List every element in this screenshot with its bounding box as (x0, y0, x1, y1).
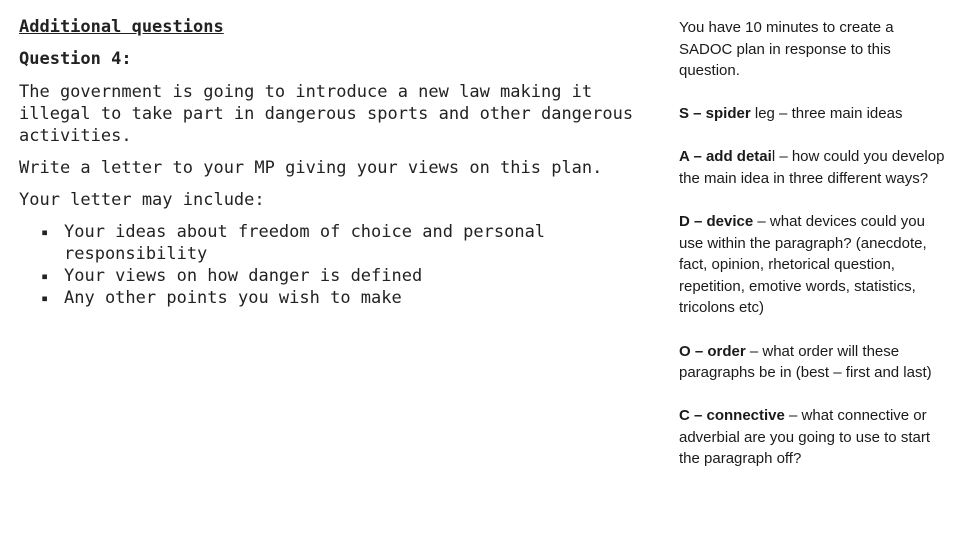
question-panel (19, 16, 659, 309)
list-item-text: Your ideas about freedom of choice and personal responsibility (64, 222, 546, 264)
plan-step-s (679, 103, 949, 125)
plan-step-key: O – order (679, 342, 746, 360)
square-bullet-icon: ▪ (41, 291, 49, 305)
plan-step-key: C – connective (679, 407, 785, 425)
square-bullet-icon: ▪ (41, 269, 49, 283)
plan-step-text: – what connective or adverbial are you going to use to start the paragraph off? (679, 407, 930, 468)
list-item-text: Your views on how danger is defined (64, 266, 423, 286)
list-item (19, 287, 659, 309)
page-title: Additional questions (19, 17, 224, 37)
sadoc-plan-panel (679, 17, 949, 492)
plan-step-key: A – add detai (679, 148, 772, 166)
plan-step-text: l – how could you develop the main idea in three different ways? (679, 148, 945, 187)
plan-step-text: leg – three main ideas (750, 105, 903, 123)
plan-step-c (679, 405, 949, 470)
plan-step-d (679, 211, 949, 319)
list-item (19, 221, 659, 265)
list-item-text: Any other points you wish to make (64, 288, 402, 308)
plan-step-text: – what order will these paragraphs be in (best – first and last) (679, 342, 932, 382)
plan-step-o (679, 341, 949, 384)
question-number: Question 4: (19, 49, 132, 69)
plan-step-key: S – spider (679, 105, 751, 123)
question-instruction: Write a letter to your MP giving your views on this plan. (19, 158, 603, 178)
plan-step-text: – what devices could you use within the paragraph? (anecdote, fact, opinion, rhetorical question, repetition, emotive words, statistics, tricolons etc) (679, 213, 927, 317)
include-list (19, 221, 659, 309)
plan-step-a (679, 146, 949, 189)
plan-step-key: D – device (679, 213, 754, 231)
plan-intro: You have 10 minutes to create a SADOC plan in response to this question. (679, 19, 894, 80)
square-bullet-icon: ▪ (41, 225, 49, 239)
include-label: Your letter may include: (19, 190, 265, 210)
list-item (19, 265, 659, 287)
question-prompt: The government is going to introduce a new law making it illegal to take part in dangerous sports and other dangerous activities. (19, 82, 634, 146)
